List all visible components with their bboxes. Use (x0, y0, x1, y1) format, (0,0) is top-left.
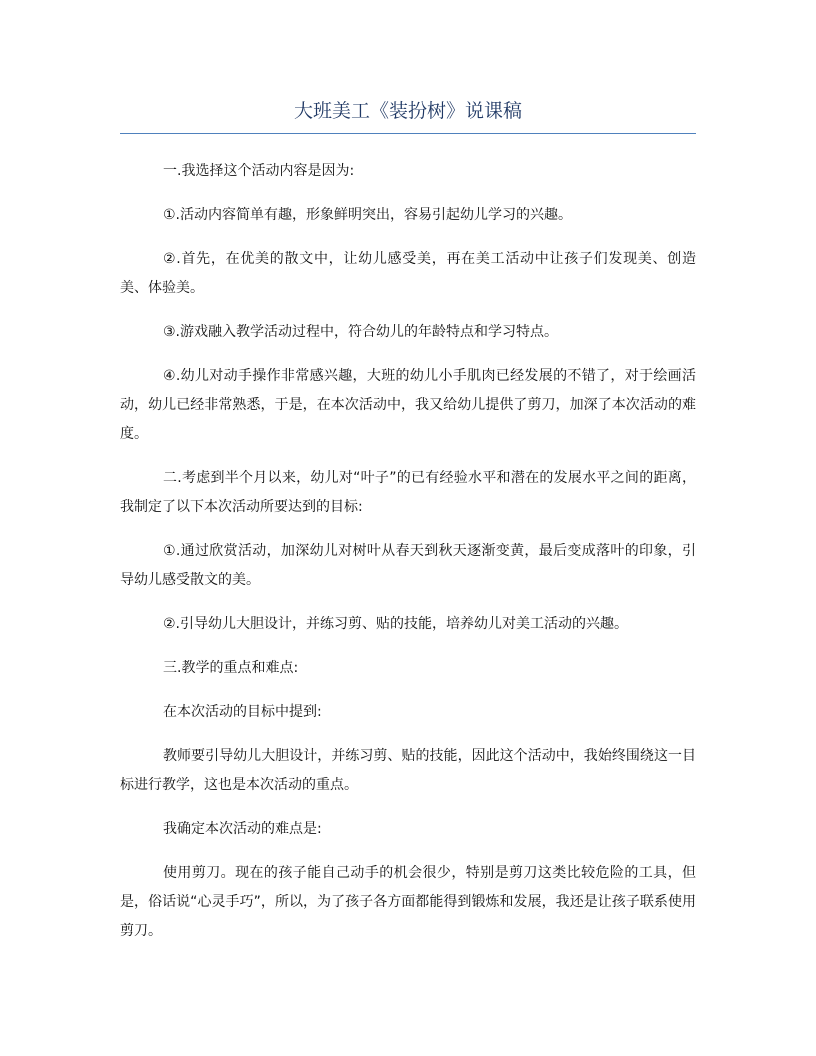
paragraph-goal-2: ②.引导幼儿大胆设计，并练习剪、贴的技能，培养幼儿对美工活动的兴趣。 (163, 616, 628, 632)
paragraph-reason-heading: 一.我选择这个活动内容是因为: (163, 163, 355, 179)
paragraph-goals-heading: 二.考虑到半个月以来，幼儿对“叶子”的已有经验水平和潜在的发展水平之间的距离，我制定了以下本次活动所要达到的目标: (120, 470, 696, 515)
paragraph-reason-2: ②.首先，在优美的散文中，让幼儿感受美，再在美工活动中让孩子们发现美、创造美、体验美。 (120, 251, 696, 296)
document-body (120, 157, 696, 961)
paragraph-difficulty-heading: 我确定本次活动的难点是: (163, 821, 322, 837)
paragraph-reason-4: ④.幼儿对动手操作非常感兴趣，大班的幼儿小手肌肉已经发展的不错了，对于绘画活动，幼儿已经非常熟悉，于是，在本次活动中，我又给幼儿提供了剪刀，加深了本次活动的难度。 (120, 368, 696, 442)
document-title: 大班美工《装扮树》说课稿 (293, 100, 522, 122)
paragraph-goal-1: ①.通过欣赏活动，加深幼儿对树叶从春天到秋天逐渐变黄，最后变成落叶的印象，引导幼儿感受散文的美。 (120, 543, 696, 588)
paragraph-difficulty: 使用剪刀。现在的孩子能自己动手的机会很少，特别是剪刀这类比较危险的工具，但是，俗话说“心灵手巧”，所以，为了孩子各方面都能得到锻炼和发展，我还是让孩子联系使用剪刀。 (120, 865, 696, 939)
paragraph-key-points-heading: 三.教学的重点和难点: (163, 660, 299, 676)
paragraph-key-point: 教师要引导幼儿大胆设计，并练习剪、贴的技能，因此这个活动中，我始终围绕这一目标进行教学，这也是本次活动的重点。 (120, 748, 696, 793)
paragraph-goal-mention: 在本次活动的目标中提到: (163, 704, 322, 720)
paragraph-reason-3: ③.游戏融入教学活动过程中，符合幼儿的年龄特点和学习特点。 (163, 324, 558, 340)
title-underline-divider (120, 133, 696, 134)
paragraph-reason-1: ①.活动内容简单有趣，形象鲜明突出，容易引起幼儿学习的兴趣。 (163, 207, 572, 223)
